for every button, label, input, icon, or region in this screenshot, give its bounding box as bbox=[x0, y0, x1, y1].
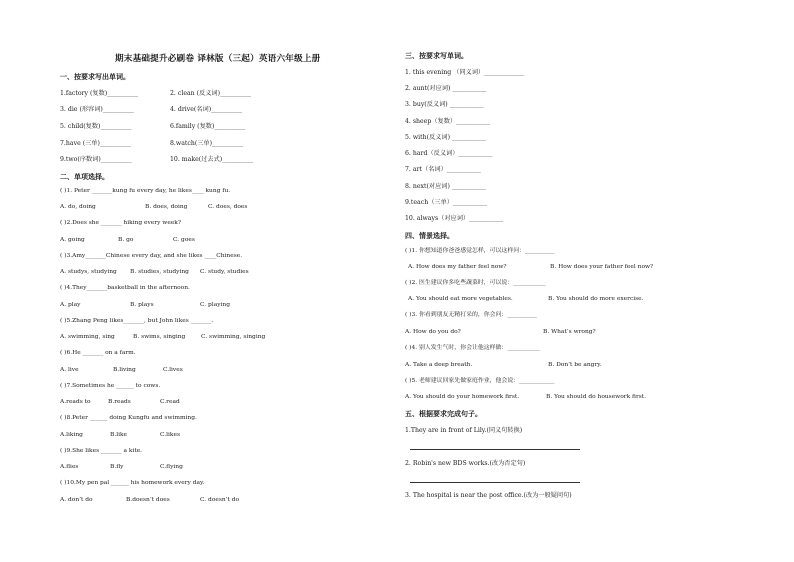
sec2-q6-option-c: C.lives bbox=[163, 367, 183, 373]
sec2-q9-option-c: C.flying bbox=[160, 464, 183, 470]
sec2-q7-option-b: B.reads bbox=[108, 399, 131, 405]
sec2-q5-option-c: C. swimming, singing bbox=[201, 334, 266, 340]
sec3-item-8: 8. next(对应词) ___________ bbox=[405, 183, 486, 190]
sec3-item-7: 7. art（名词）___________ bbox=[405, 166, 481, 173]
sec3-item-1: 1. this evening （同义词）_____________ bbox=[405, 69, 525, 76]
sec4-q5-option-a: A. You should do your homework first. bbox=[405, 394, 520, 400]
sec2-q10-option-a: A. don’t do bbox=[60, 497, 93, 503]
sec4-q2-option-b: B. You should do more exercise. bbox=[548, 296, 644, 302]
sec3-item-10: 10. always（对应词）___________ bbox=[405, 215, 504, 222]
sec1-item-10: 10. make(过去式)__________ bbox=[170, 156, 254, 163]
sec2-q8-option-c: C.likes bbox=[160, 432, 181, 438]
sec2-q3-option-a: A. studys, studying bbox=[60, 269, 117, 275]
page-title: 期末基础提升必刷卷 译林版（三起）英语六年级上册 bbox=[115, 54, 321, 64]
sec2-q9-option-b: B.fly bbox=[110, 464, 124, 470]
sec1-item-9: 9.two(序数词)__________ bbox=[60, 156, 132, 163]
sec2-q6-option-a: A. live bbox=[60, 367, 79, 373]
sec2-q3-option-c: C. study, studies bbox=[200, 269, 249, 275]
sec5-item-2: 2. Robin's new BDS works.(改为否定句) bbox=[405, 460, 526, 467]
sec4-q5-stem: ( )5. 老师建议回家先做家庭作业，他会说：____________ bbox=[405, 378, 555, 384]
sec4-q3-stem: ( )3. 你看到朋友无精打采的，你会问：__________ bbox=[405, 312, 537, 318]
sec1-item-4: 4. drive(名词)__________ bbox=[170, 106, 243, 113]
sec1-item-3: 3. die (形容词)__________ bbox=[60, 106, 134, 113]
sec2-q7-stem: ( )7.Sometimes he ______ to cows. bbox=[60, 383, 161, 389]
sec3-item-2: 2. aunt(对应词) ___________ bbox=[405, 85, 487, 92]
sec2-q1-option-a: A. do, doing bbox=[60, 204, 96, 210]
sec5-item-3: 3. The hospital is near the post office.(改为一般疑问句) bbox=[405, 492, 572, 499]
sec4-q3-option-b: B. What’s wrong? bbox=[543, 329, 596, 335]
sec4-q2-stem: ( )2. 医生建议你多吃些蔬菜时，可以说：___________ bbox=[405, 280, 546, 286]
sec4-q4-option-a: A. Take a deep breath. bbox=[405, 362, 473, 368]
sec2-q4-option-c: C. playing bbox=[200, 302, 230, 308]
sec3-item-4: 4. sheep（复数）___________ bbox=[405, 118, 491, 125]
sec1-item-8: 8.watch(三单)__________ bbox=[170, 140, 243, 147]
section-4-heading: 四、情景选择。 bbox=[405, 231, 454, 240]
sec2-q4-option-a: A. play bbox=[60, 302, 81, 308]
sec2-q3-stem: ( )3.Amy_______Chinese every day, and she likes ____Chinese. bbox=[60, 253, 243, 259]
section-5-heading: 五、根据要求完成句子。 bbox=[405, 409, 482, 418]
sec4-q2-option-a: A. You should eat more vegetables. bbox=[408, 296, 513, 302]
sec2-q1-option-b: B. does, doing bbox=[145, 204, 188, 210]
section-3-heading: 三、按要求写单词。 bbox=[405, 51, 468, 60]
sec2-q7-option-c: C.read bbox=[160, 399, 180, 405]
sec2-q2-option-c: C. goes bbox=[173, 237, 195, 243]
sec2-q6-stem: ( )6.He _______ on a farm. bbox=[60, 350, 136, 356]
sec1-item-6: 6.family (复数)__________ bbox=[170, 123, 246, 130]
sec5-answer-line-1[interactable] bbox=[410, 449, 580, 450]
sec2-q2-stem: ( )2.Does she _______ hiking every week? bbox=[60, 220, 182, 226]
sec2-q2-option-a: A. going bbox=[60, 237, 85, 243]
sec4-q1-stem: ( )1. 你想知道你爸爸感觉怎样，可以这样问：__________ bbox=[405, 248, 555, 254]
sec2-q8-stem: ( )8.Peter ______ doing Kungfu and swimming. bbox=[60, 415, 197, 421]
sec5-item-1: 1.They are in front of Lily.(同义句转换) bbox=[405, 427, 523, 434]
sec1-item-1: 1.factory (复数)__________ bbox=[60, 90, 139, 97]
sec2-q3-option-b: B. studies, studying bbox=[130, 269, 189, 275]
sec5-answer-line-2[interactable] bbox=[410, 482, 580, 483]
sec2-q5-stem: ( )5.Zhang Peng likes_______, but John likes _______. bbox=[60, 318, 214, 324]
sec2-q1-option-c: C. does, does bbox=[208, 204, 248, 210]
sec1-item-7: 7.have (三单)__________ bbox=[60, 140, 131, 147]
sec2-q7-option-a: A.reads to bbox=[60, 399, 91, 405]
sec4-q1-option-a: A. How does my father feel now? bbox=[408, 264, 507, 270]
sec2-q1-stem: ( )1. Peter _______kung fu every day, he likes____ kung fu. bbox=[60, 188, 231, 194]
sec4-q3-option-a: A. How do you do? bbox=[405, 329, 461, 335]
sec2-q6-option-b: B.living bbox=[113, 367, 136, 373]
sec1-item-5: 5. child(复数)__________ bbox=[60, 123, 132, 130]
sec1-item-2: 2. clean (反义词)__________ bbox=[170, 90, 251, 97]
sec2-q8-option-a: A.liking bbox=[60, 432, 83, 438]
sec2-q4-stem: ( )4.They_______basketball in the afternoon. bbox=[60, 285, 190, 291]
sec3-item-3: 3. buy(反义词) ___________ bbox=[405, 101, 484, 108]
section-2-heading: 二、单项选择。 bbox=[60, 172, 109, 181]
sec3-item-5: 5. with(反义词) ___________ bbox=[405, 134, 487, 141]
sec2-q5-option-a: A. swimming, sing bbox=[60, 334, 115, 340]
sec2-q10-stem: ( )10.My pen pal ______ his homework every day. bbox=[60, 480, 205, 486]
sec3-item-9: 9.teach（三单）___________ bbox=[405, 199, 487, 206]
sec2-q9-option-a: A.flies bbox=[60, 464, 79, 470]
sec2-q4-option-b: B. plays bbox=[130, 302, 154, 308]
sec2-q2-option-b: B. go bbox=[118, 237, 134, 243]
section-1-heading: 一、按要求写出单词。 bbox=[60, 72, 130, 81]
sec2-q5-option-b: B. swims, singing bbox=[133, 334, 186, 340]
sec4-q4-option-b: B. Don’t be angry. bbox=[548, 362, 602, 368]
sec4-q1-option-b: B. How does your father feel now? bbox=[550, 264, 654, 270]
sec4-q5-option-b: B. You should do housework first. bbox=[546, 394, 647, 400]
sec2-q10-option-c: C. doesn’t do bbox=[200, 497, 240, 503]
sec4-q4-stem: ( )4. 别人发生气时，你会让他这样做：___________ bbox=[405, 345, 540, 351]
sec2-q9-stem: ( )9.She likes _______ a kite. bbox=[60, 448, 143, 454]
sec3-item-6: 6. hard（反义词）___________ bbox=[405, 150, 493, 157]
sec2-q10-option-b: B.doesn’t does bbox=[126, 497, 170, 503]
sec2-q8-option-b: B.like bbox=[110, 432, 128, 438]
